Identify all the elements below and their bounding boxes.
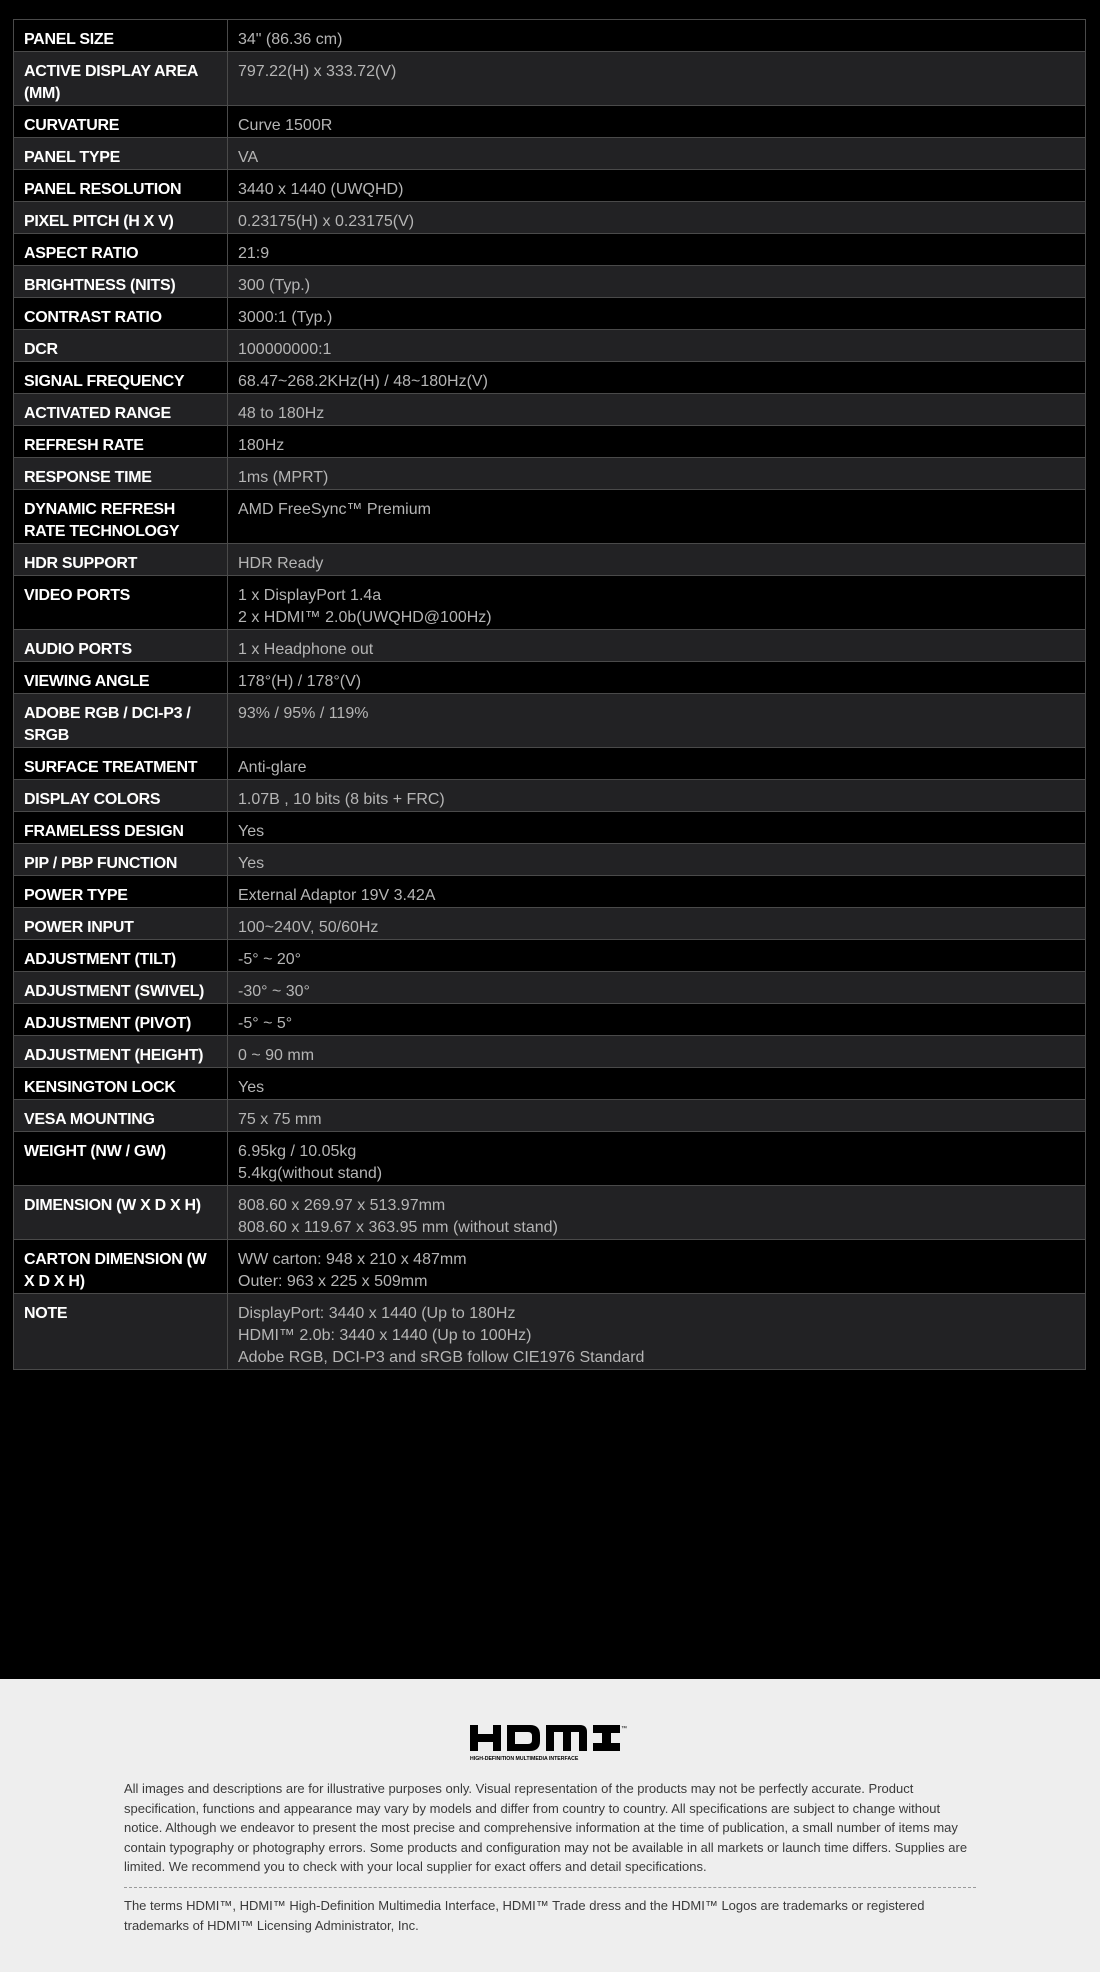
spec-value-line: -5° ~ 5° [238, 1015, 293, 1032]
spec-row [14, 1004, 1086, 1036]
spec-row [14, 234, 1086, 266]
spec-value-line: 300 (Typ.) [238, 277, 311, 294]
spec-label: DISPLAY COLORS [14, 780, 228, 812]
spec-label: KENSINGTON LOCK [14, 1068, 228, 1100]
spec-value-line: Yes [238, 1079, 265, 1096]
spec-row [14, 458, 1086, 490]
spec-label: ADJUSTMENT (TILT) [14, 940, 228, 972]
spec-label: POWER INPUT [14, 908, 228, 940]
spec-row [14, 1068, 1086, 1100]
spec-label: DYNAMIC REFRESH RATE TECHNOLOGY [14, 490, 228, 544]
spec-value-line: Yes [238, 823, 265, 840]
spec-label: HDR SUPPORT [14, 544, 228, 576]
spec-label: AUDIO PORTS [14, 630, 228, 662]
spec-row [14, 330, 1086, 362]
spec-value [228, 52, 1086, 106]
spec-row [14, 1240, 1086, 1294]
hdmi-logo-tagline: HIGH-DEFINITION MULTIMEDIA INTERFACE [470, 1756, 579, 1762]
spec-row [14, 812, 1086, 844]
spec-value [228, 266, 1086, 298]
spec-value [228, 844, 1086, 876]
spec-row [14, 394, 1086, 426]
spec-value-line: Adobe RGB, DCI-P3 and sRGB follow CIE1976 Standard [238, 1349, 645, 1366]
spec-value [228, 1100, 1086, 1132]
spec-row [14, 630, 1086, 662]
spec-row [14, 138, 1086, 170]
spec-value-line: 1.07B , 10 bits (8 bits + FRC) [238, 791, 445, 808]
spec-value [228, 694, 1086, 748]
spec-value-line: 3000:1 (Typ.) [238, 309, 333, 326]
spec-table-body [14, 20, 1086, 1370]
spec-value-line: Anti-glare [238, 759, 307, 776]
spec-row [14, 490, 1086, 544]
spec-value [228, 876, 1086, 908]
trademark-text: The terms HDMI™, HDMI™ High-Definition Multimedia Interface, HDMI™ Trade dress and the HDMI™ Logos are trademarks or registered trademarks of HDMI™ Licensing Administrator, Inc. [124, 1898, 925, 1933]
spec-value [228, 748, 1086, 780]
divider [124, 1887, 976, 1888]
spec-label: DIMENSION (W X D X H) [14, 1186, 228, 1240]
spec-value [228, 1132, 1086, 1186]
spec-label: ADOBE RGB / DCI-P3 / SRGB [14, 694, 228, 748]
spec-label: VESA MOUNTING [14, 1100, 228, 1132]
spec-value-line: 1 x Headphone out [238, 641, 374, 658]
spec-value-line: 0 ~ 90 mm [238, 1047, 315, 1064]
spec-value [228, 298, 1086, 330]
spec-row [14, 1132, 1086, 1186]
spec-value-line: 178°(H) / 178°(V) [238, 673, 362, 690]
spec-value [228, 330, 1086, 362]
hdmi-logo-graphic [468, 1723, 632, 1763]
spec-row [14, 694, 1086, 748]
spec-value-line: 93% / 95% / 119% [238, 705, 369, 722]
spec-value [228, 576, 1086, 630]
spec-value-line: -5° ~ 20° [238, 951, 302, 968]
spec-label: PIXEL PITCH (H X V) [14, 202, 228, 234]
spec-value [228, 170, 1086, 202]
spec-row [14, 202, 1086, 234]
spec-value [228, 458, 1086, 490]
spec-row [14, 298, 1086, 330]
spec-value [228, 202, 1086, 234]
spec-value-line: External Adaptor 19V 3.42A [238, 887, 436, 904]
spec-row [14, 1294, 1086, 1370]
spec-label: ADJUSTMENT (PIVOT) [14, 1004, 228, 1036]
spec-value [228, 1240, 1086, 1294]
spec-value [228, 812, 1086, 844]
spec-row [14, 106, 1086, 138]
spec-value [228, 544, 1086, 576]
spec-row [14, 876, 1086, 908]
spec-row [14, 1100, 1086, 1132]
spec-value-line: 100~240V, 50/60Hz [238, 919, 379, 936]
spec-row [14, 544, 1086, 576]
spec-value [228, 394, 1086, 426]
spec-value-line: 68.47~268.2KHz(H) / 48~180Hz(V) [238, 373, 488, 390]
spec-value-line: 180Hz [238, 437, 285, 454]
hdmi-logo [468, 1723, 632, 1763]
spec-value [228, 1036, 1086, 1068]
spec-label: VIDEO PORTS [14, 576, 228, 630]
spec-label: SURFACE TREATMENT [14, 748, 228, 780]
spec-value-line: 48 to 180Hz [238, 405, 325, 422]
spec-row [14, 662, 1086, 694]
spec-value [228, 630, 1086, 662]
footer [0, 1679, 1100, 1972]
spec-row [14, 844, 1086, 876]
spec-label: CURVATURE [14, 106, 228, 138]
spec-label: RESPONSE TIME [14, 458, 228, 490]
spec-label: DCR [14, 330, 228, 362]
spec-value-line: 6.95kg / 10.05kg [238, 1143, 357, 1160]
spec-row [14, 266, 1086, 298]
spec-label: ACTIVE DISPLAY AREA (MM) [14, 52, 228, 106]
spec-label: FRAMELESS DESIGN [14, 812, 228, 844]
spec-label: NOTE [14, 1294, 228, 1370]
spec-label: ADJUSTMENT (HEIGHT) [14, 1036, 228, 1068]
spec-value-line: 808.60 x 269.97 x 513.97mm [238, 1197, 446, 1214]
spec-label: REFRESH RATE [14, 426, 228, 458]
spec-value-line: 2 x HDMI™ 2.0b(UWQHD@100Hz) [238, 609, 492, 626]
spec-value [228, 20, 1086, 52]
spec-value-line: 808.60 x 119.67 x 363.95 mm (without stand) [238, 1219, 558, 1236]
spec-value [228, 234, 1086, 266]
disclaimer-text: All images and descriptions are for illustrative purposes only. Visual representation of the products may not be perfectly accurate. Product specification, functions and appearance may vary by models and differ from country to country. All specifications are subject to change without notice. Although we endeavor to present the most precise and comprehensive information at the time of publication, a small number of items may contain typography or photography errors. Some products and configuration may not be available in all markets or launch time differs. Supplies are limited. We recommend you to check with your local supplier for exact offers and detail specifications. [124, 1781, 968, 1874]
spec-row [14, 1186, 1086, 1240]
spec-value-line: Outer: 963 x 225 x 509mm [238, 1273, 428, 1290]
spec-label: SIGNAL FREQUENCY [14, 362, 228, 394]
spec-row [14, 908, 1086, 940]
spec-row [14, 20, 1086, 52]
spec-table [13, 19, 1086, 1370]
spec-value-line: -30° ~ 30° [238, 983, 310, 1000]
spec-label: ASPECT RATIO [14, 234, 228, 266]
spec-value [228, 908, 1086, 940]
spec-value-line: 100000000:1 [238, 341, 332, 358]
spec-label: ADJUSTMENT (SWIVEL) [14, 972, 228, 1004]
spec-value-line: 0.23175(H) x 0.23175(V) [238, 213, 415, 230]
spec-label: PANEL TYPE [14, 138, 228, 170]
spec-value [228, 662, 1086, 694]
spec-label: CARTON DIMENSION (W X D X H) [14, 1240, 228, 1294]
spec-value [228, 1186, 1086, 1240]
spec-value-line: 797.22(H) x 333.72(V) [238, 63, 397, 80]
spec-value-line: 1ms (MPRT) [238, 469, 329, 486]
spec-value-line: VA [238, 149, 259, 166]
spec-value-line: 21:9 [238, 245, 270, 262]
spec-row [14, 748, 1086, 780]
spec-label: VIEWING ANGLE [14, 662, 228, 694]
spec-label: PANEL SIZE [14, 20, 228, 52]
spec-value-line: Curve 1500R [238, 117, 333, 134]
spec-row [14, 780, 1086, 812]
spec-value-line: Yes [238, 855, 265, 872]
spec-row [14, 972, 1086, 1004]
spec-value-line: 75 x 75 mm [238, 1111, 322, 1128]
spec-row [14, 362, 1086, 394]
spec-value [228, 1004, 1086, 1036]
spec-label: POWER TYPE [14, 876, 228, 908]
spec-label: CONTRAST RATIO [14, 298, 228, 330]
spec-value [228, 106, 1086, 138]
spec-value [228, 1068, 1086, 1100]
spec-value [228, 138, 1086, 170]
spec-value [228, 972, 1086, 1004]
spec-row [14, 1036, 1086, 1068]
spec-value [228, 490, 1086, 544]
spec-label: ACTIVATED RANGE [14, 394, 228, 426]
svg-text:™: ™ [621, 1726, 627, 1732]
spec-label: PIP / PBP FUNCTION [14, 844, 228, 876]
spec-value-line: HDR Ready [238, 555, 324, 572]
spec-row [14, 52, 1086, 106]
spec-row [14, 940, 1086, 972]
spec-value [228, 940, 1086, 972]
spec-label: BRIGHTNESS (NITS) [14, 266, 228, 298]
spec-value-line: WW carton: 948 x 210 x 487mm [238, 1251, 467, 1268]
spec-value-line: HDMI™ 2.0b: 3440 x 1440 (Up to 100Hz) [238, 1327, 532, 1344]
spec-value-line: AMD FreeSync™ Premium [238, 501, 431, 518]
spec-value-line: 3440 x 1440 (UWQHD) [238, 181, 404, 198]
spec-label: WEIGHT (NW / GW) [14, 1132, 228, 1186]
spec-row [14, 170, 1086, 202]
spec-value [228, 1294, 1086, 1370]
spec-value [228, 362, 1086, 394]
spec-value-line: DisplayPort: 3440 x 1440 (Up to 180Hz [238, 1305, 516, 1322]
spec-value-line: 34" (86.36 cm) [238, 31, 343, 48]
spec-value-line: 1 x DisplayPort 1.4a [238, 587, 382, 604]
spec-value [228, 426, 1086, 458]
spec-value-line: 5.4kg(without stand) [238, 1165, 383, 1182]
spec-label: PANEL RESOLUTION [14, 170, 228, 202]
spec-row [14, 576, 1086, 630]
spec-value [228, 780, 1086, 812]
spec-row [14, 426, 1086, 458]
